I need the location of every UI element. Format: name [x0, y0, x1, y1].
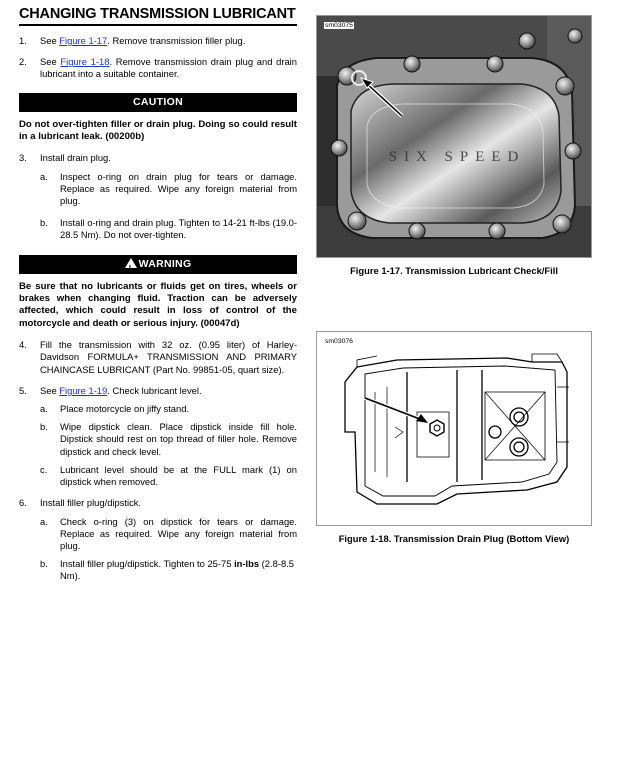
transmission-bottom-diagram: [317, 332, 591, 525]
substep-letter: a.: [40, 515, 48, 527]
substep-letter: c.: [40, 463, 48, 475]
substep-5a: [19, 403, 297, 415]
step-text: Install filler plug/dipstick.: [40, 497, 142, 509]
step-number: 3.: [19, 152, 27, 164]
substep-3a: [19, 171, 297, 208]
step-text: See: [40, 384, 60, 396]
substep-6b: [19, 558, 297, 582]
step-number: 4.: [19, 339, 27, 351]
substep-text: Inspect o-ring on drain plug for tears or damage. Replace as required. Wipe any foreign material from plug.: [60, 170, 297, 207]
figure-1-17-link[interactable]: Figure 1-17: [59, 35, 108, 46]
step-number: 6.: [19, 497, 27, 509]
step-5: [19, 385, 297, 397]
substep-letter: b.: [40, 558, 48, 570]
torque-unit: in-lbs: [234, 558, 260, 570]
substep-text: Lubricant level should be at the FULL mark (1) on dipstick when removed.: [60, 463, 297, 488]
warning-triangle-icon: [125, 258, 137, 268]
substep-text: Wipe dipstick clean. Place dipstick inside fill hole. Dipstick should rest on top thread of filler hole. Remove dipstick and check level.: [60, 421, 297, 457]
substep-letter: a.: [40, 170, 48, 182]
warning-banner: [19, 255, 297, 274]
substep-text: Place motorcycle on jiffy stand.: [60, 403, 190, 415]
step-text: . Remove transmission filler plug.: [107, 35, 246, 46]
substep-text: Check o-ring (3) on dipstick for tears or damage. Replace as required. Wipe any foreign material from plug.: [60, 515, 297, 551]
caution-text: Do not over-tighten filler or drain plug. Doing so could result in a lubricant leak. (00200b): [19, 118, 297, 143]
substep-letter: a.: [40, 403, 48, 415]
substep-letter: b.: [40, 421, 48, 433]
step-number: 1.: [19, 35, 27, 46]
procedure-column: [19, 6, 297, 583]
step-number: 5.: [19, 384, 27, 396]
substep-letter: b.: [40, 217, 48, 229]
caution-label: CAUTION: [133, 95, 183, 108]
drain-plug-hex: [430, 420, 444, 436]
warning-label: WARNING: [138, 257, 192, 270]
figure-id: sm03075: [325, 22, 353, 29]
step-text: . Check lubricant level.: [107, 384, 202, 396]
substep-5b: [19, 421, 297, 458]
step-3: [19, 152, 297, 164]
figure-1-19-link[interactable]: Figure 1-19: [59, 384, 108, 396]
caution-banner: [19, 93, 297, 112]
substep-3b: [19, 217, 297, 241]
step-number: 2.: [19, 56, 27, 68]
substep-text: (2.8-8.5 Nm).: [60, 558, 294, 582]
warning-text: Be sure that no lubricants or fluids get on tires, wheels or brakes when changing fluid. Traction can be adversely affected, which could result in loss of control of the motorcycle and death or serious injury. (00047d): [19, 280, 297, 329]
substep-5c: [19, 464, 297, 488]
substep-text: Install o-ring and drain plug. Tighten to 14-21 ft-lbs (19.0-28.5 Nm). Do not over-tighten.: [60, 217, 297, 241]
figure-1-18-caption: Figure 1-18. Transmission Drain Plug (Bottom View): [338, 533, 570, 544]
step-text: See: [40, 35, 60, 46]
step-6: [19, 497, 297, 509]
transmission-cover-photo: [317, 16, 591, 257]
six-speed-emblem: SIX SPEED: [388, 149, 526, 165]
page-title: CHANGING TRANSMISSION LUBRICANT: [19, 6, 297, 26]
step-text: See: [40, 56, 61, 68]
figure-1-18-link[interactable]: Figure 1-18: [60, 56, 110, 68]
figure-1-17-caption: Figure 1-17. Transmission Lubricant Check/Fill: [350, 265, 558, 276]
figure-1-17: [316, 15, 592, 258]
substep-text: Install filler plug/dipstick. Tighten to 25-75: [60, 558, 235, 570]
figures-column: [316, 15, 592, 544]
step-2: [19, 56, 297, 80]
step-1: [19, 35, 297, 47]
figure-1-18: [316, 331, 592, 526]
figure-id: sm03076: [325, 338, 353, 345]
substep-6a: [19, 516, 297, 553]
step-text: Fill the transmission with 32 oz. (0.95 liter) of Harley-Davidson FORMULA+ TRANSMISSION AND PRIMARY CHAINCASE LUBRICANT (Part No. 99851-05, quart size).: [40, 339, 297, 375]
step-text: . Remove transmission drain plug and drain lubricant into a suitable container.: [40, 56, 297, 80]
step-text: Install drain plug.: [40, 152, 111, 164]
step-4: [19, 339, 297, 376]
